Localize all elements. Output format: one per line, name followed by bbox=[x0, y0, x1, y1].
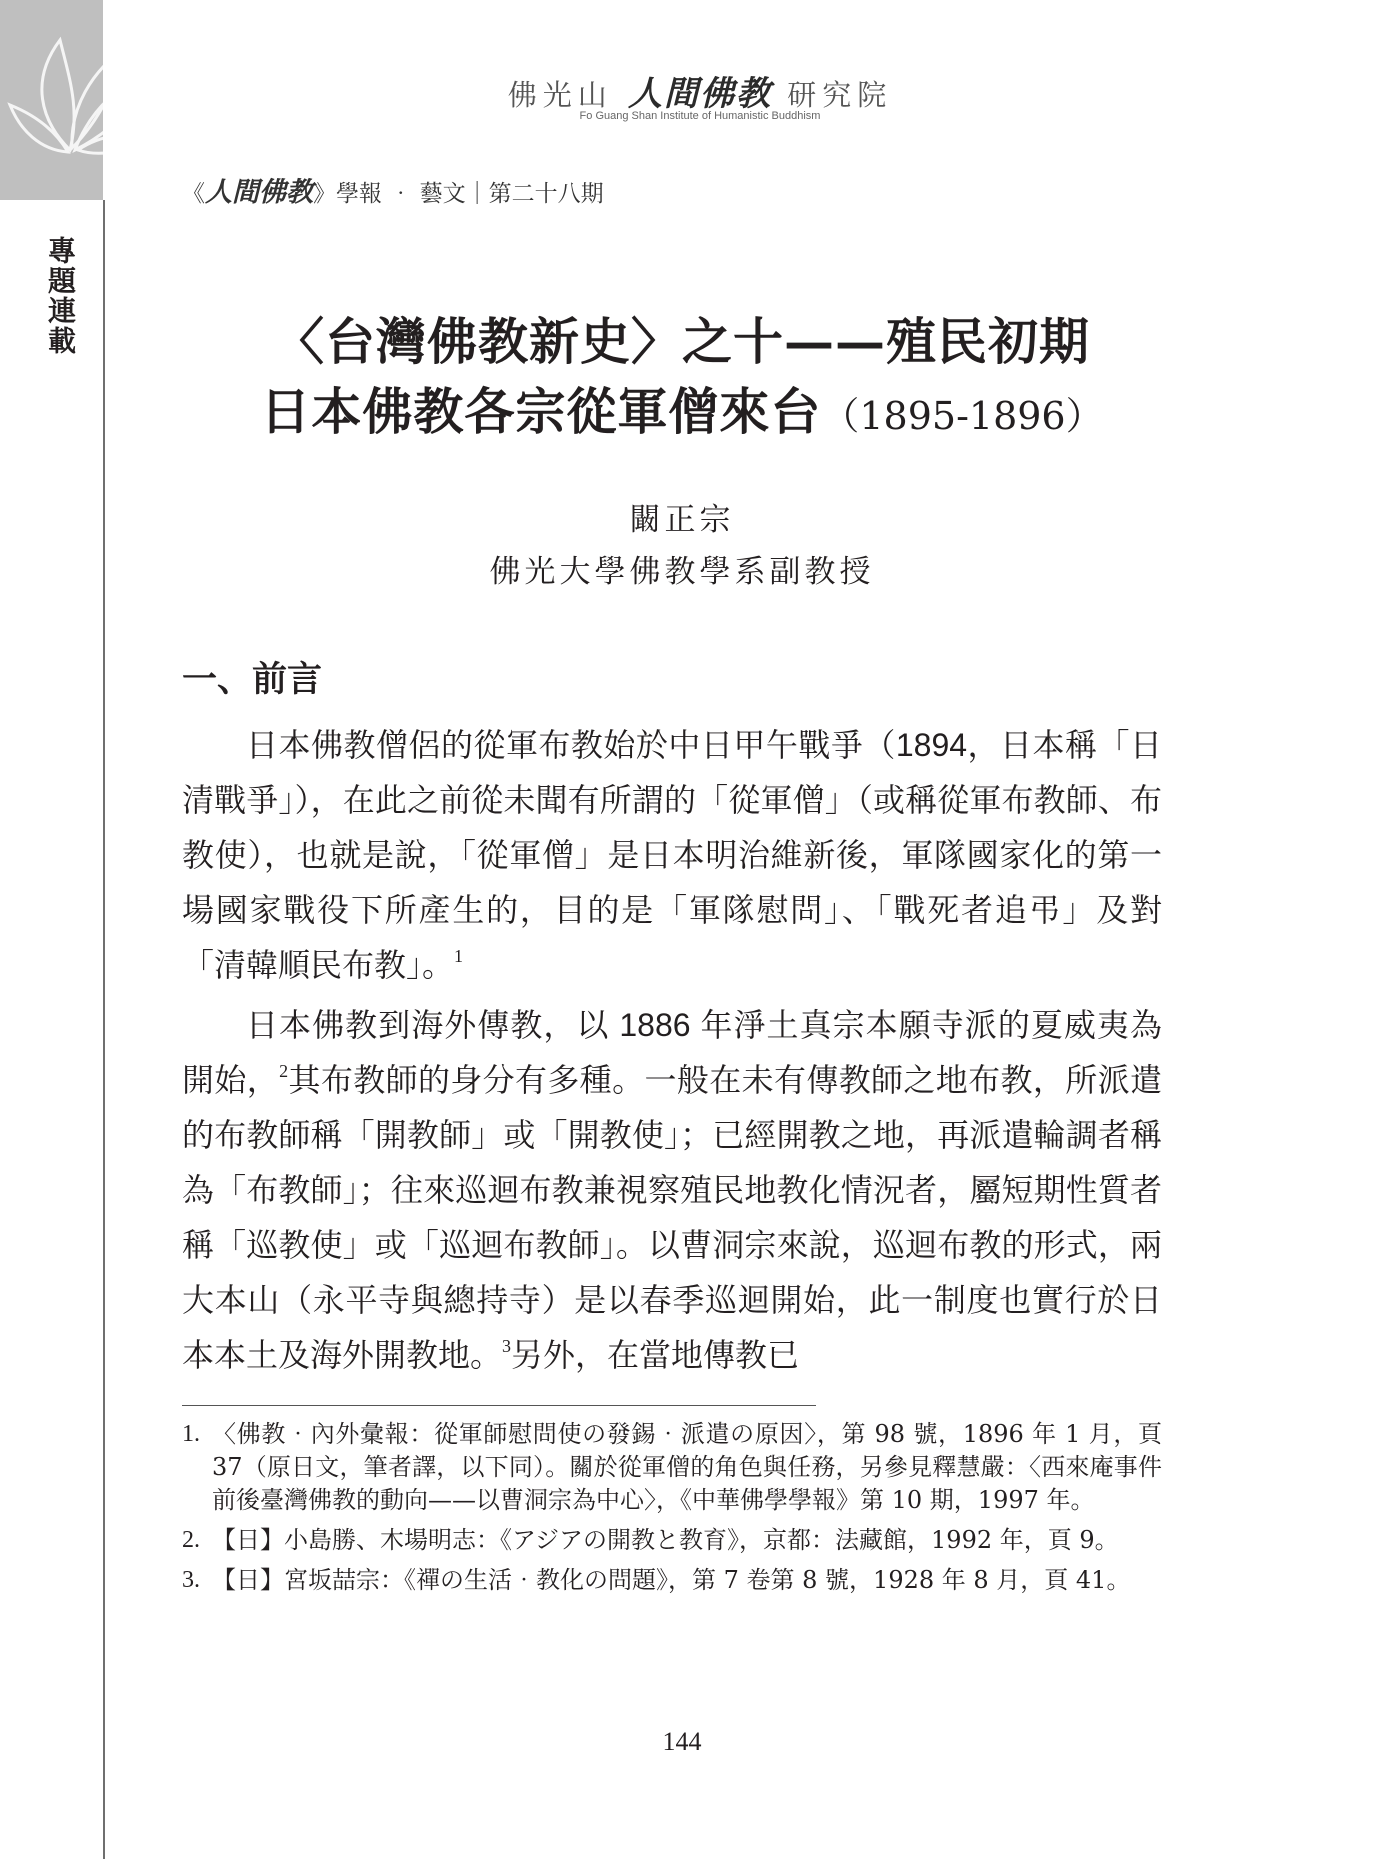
journal-issue: 》學報 ‧ 藝文｜第二十八期 bbox=[313, 181, 604, 207]
footnote-number: 2. bbox=[182, 1527, 200, 1553]
footnote-ref[interactable]: 1 bbox=[454, 946, 464, 966]
article-title-years: （1895-1896） bbox=[821, 394, 1104, 438]
lotus-watermark-icon bbox=[0, 0, 200, 200]
page-number: 144 bbox=[662, 1727, 702, 1756]
paragraph-text: 其布教師的身分有多種。一般在未有傳教師之地布教，所派遣的布教師稱「開教師」或「開教使」；已經開教之地，再派遣輪調者稱為「布教師」；往來巡迴布教兼視察殖民地教化情況者，屬短期性質者稱「巡教使」或「巡迴布教師」。以曹洞宗來說，巡迴布教的形式，兩大本山（永平寺與總持寺）是以春季巡迴開始，此一制度也實行於日本本土及海外開教地。 bbox=[182, 1062, 1162, 1373]
footnote-text: 【日】小島勝、木場明志：《アジアの開教と教育》，京都：法藏館，1992 年，頁 9。 bbox=[212, 1526, 1119, 1554]
institute-name bbox=[490, 66, 910, 115]
footnote bbox=[182, 1564, 1162, 1597]
footnote-text: 【日】宮坂喆宗：《禪の生活‧教化の問題》，第 7 卷第 8 號，1928 年 8 月，頁 41。 bbox=[212, 1566, 1131, 1594]
footnote-number: 3. bbox=[182, 1567, 200, 1593]
paragraph bbox=[182, 718, 1162, 993]
paragraph bbox=[182, 998, 1162, 1383]
footnote-divider bbox=[182, 1405, 816, 1406]
footnote-text: 〈佛教‧內外彙報：從軍師慰問使の發錫‧派遣の原因〉，第 98 號，1896 年 1 月，頁 37（原日文，筆者譯，以下同）。關於從軍僧的角色與任務，另參見釋慧嚴：〈西來庵事件前後臺灣佛教的動向——以曹洞宗為中心〉，《中華佛學學報》第 10 期，1997 年。 bbox=[212, 1420, 1162, 1514]
author-name: 闞正宗 bbox=[629, 502, 735, 538]
corner-tab bbox=[0, 0, 103, 200]
institute-prefix: 佛光山 bbox=[507, 78, 613, 112]
journal-open-bracket: 《 bbox=[182, 181, 205, 207]
institute-suffix: 研究院 bbox=[787, 78, 893, 112]
side-rule bbox=[103, 200, 105, 1859]
article-body bbox=[182, 718, 1162, 1388]
footnotes bbox=[182, 1418, 1162, 1604]
footnote bbox=[182, 1418, 1162, 1517]
footnote-number: 1. bbox=[182, 1421, 200, 1447]
section-heading: 一、前言 bbox=[182, 659, 323, 700]
footnote-ref[interactable]: 2 bbox=[279, 1061, 289, 1081]
footnote bbox=[182, 1524, 1162, 1557]
article-title-line1: 〈台灣佛教新史〉之十——殖民初期 bbox=[274, 312, 1090, 371]
footnote-ref[interactable]: 3 bbox=[502, 1336, 512, 1356]
author-affiliation: 佛光大學佛教學系副教授 bbox=[489, 554, 875, 590]
paragraph-text: 日本佛教到海外傳教，以 1886 年淨土真宗本願寺派的夏威夷為開始， bbox=[182, 1007, 1162, 1098]
journal-running-head bbox=[182, 170, 604, 209]
article-title-line2 bbox=[182, 372, 1182, 444]
paragraph-text: 另外，在當地傳教已 bbox=[511, 1337, 800, 1373]
section-side-label: 專題連載 bbox=[44, 236, 77, 356]
paragraph-text: 日本佛教僧侶的從軍布教始於中日甲午戰爭（1894，日本稱「日清戰爭」），在此之前從未聞有所謂的「從軍僧」（或稱從軍布教師、布教使），也就是說，「從軍僧」是日本明治維新後，軍隊國家化的第一場國家戰役下所產生的，目的是「軍隊慰問」、「戰死者追弔」及對「清韓順民布教」。 bbox=[182, 727, 1162, 983]
institute-english-name: Fo Guang Shan Institute of Humanistic Buddhism bbox=[579, 110, 821, 122]
journal-brand-logo: 人間佛教 bbox=[205, 177, 313, 208]
article-title-main: 日本佛教各宗從軍僧來台 bbox=[260, 382, 822, 441]
institute-brand-logo: 人間佛教 bbox=[628, 74, 772, 114]
